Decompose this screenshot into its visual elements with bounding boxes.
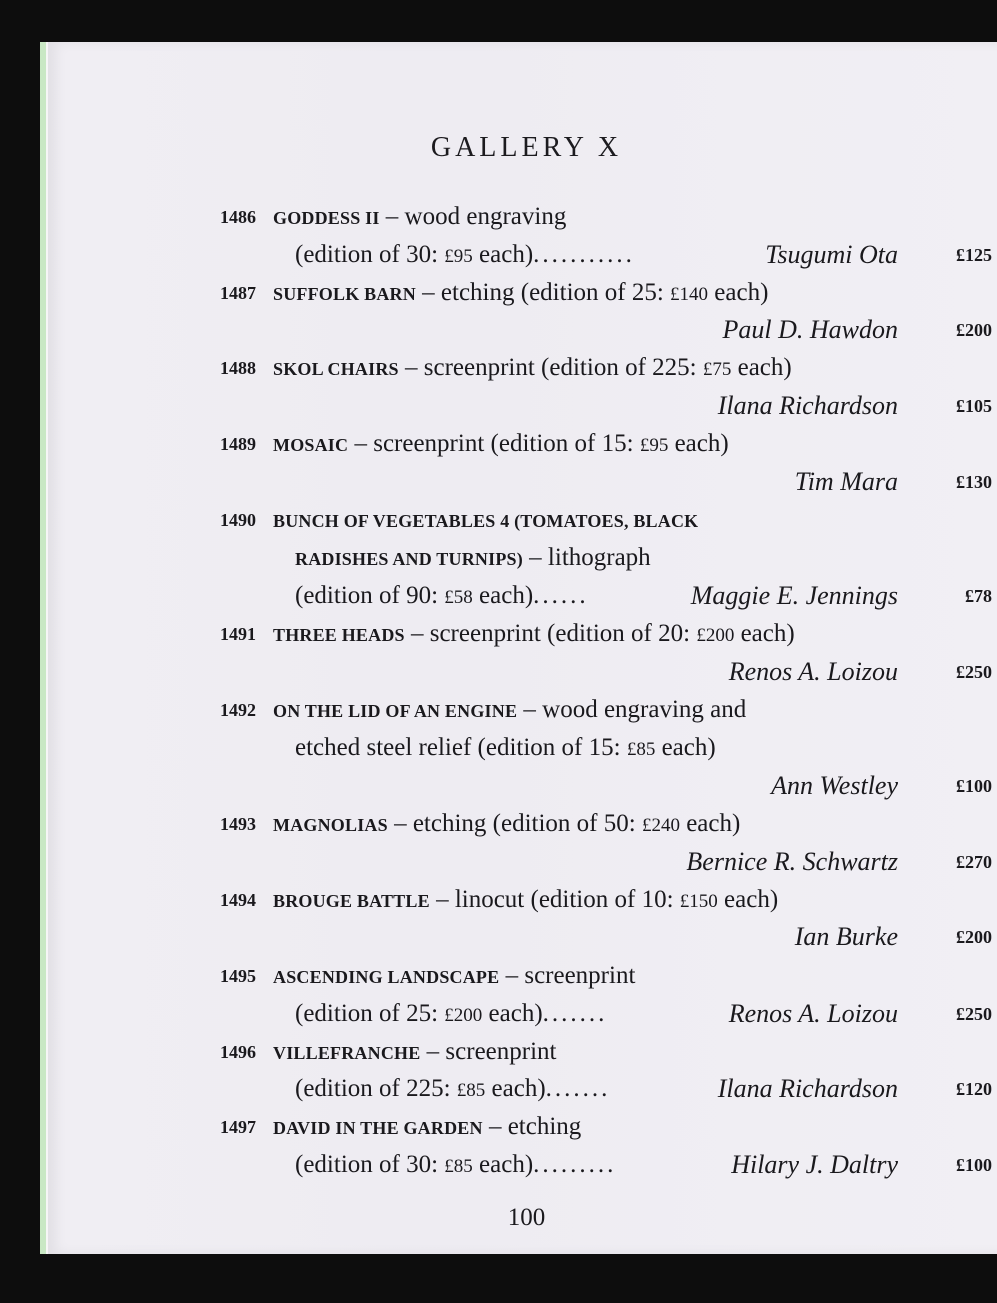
lot-price: £200 bbox=[956, 927, 992, 947]
lot-medium: – wood engraving bbox=[385, 203, 567, 230]
artist-name: Ilana Richardson bbox=[717, 391, 898, 420]
entry-1489: 1489 MOSAIC – screenprint (edition of 15: £95 each) bbox=[48, 425, 997, 463]
artist-name: Renos A. Loizou bbox=[728, 999, 898, 1028]
lot-price: £120 bbox=[956, 1079, 992, 1099]
entry-1497: 1497 DAVID IN THE GARDEN – etching bbox=[48, 1108, 997, 1146]
entry-1491: 1491 THREE HEADS – screenprint (edition of 20: £200 each) bbox=[48, 615, 997, 653]
artist-name: Tsugumi Ota bbox=[765, 240, 898, 269]
artist-name: Maggie E. Jennings bbox=[690, 581, 898, 610]
edition-price: £85 bbox=[626, 739, 656, 760]
lot-price: £200 bbox=[956, 320, 992, 340]
lot-title-continued: RADISHES AND TURNIPS) bbox=[295, 549, 523, 569]
entry-1490 bbox=[48, 501, 997, 539]
artist-name: Hilary J. Daltry bbox=[731, 1150, 898, 1179]
lot-title: ON THE LID OF AN ENGINE bbox=[273, 701, 518, 721]
leader-dots: ......... bbox=[533, 1151, 617, 1178]
entry-1495: 1495 ASCENDING LANDSCAPE – screenprint bbox=[48, 957, 997, 995]
lot-title: THREE HEADS bbox=[273, 625, 405, 645]
lot-title: SKOL CHAIRS bbox=[273, 359, 399, 379]
page-number: 100 bbox=[507, 1204, 546, 1231]
entry-1486 bbox=[48, 198, 997, 236]
lot-number: 1487 bbox=[220, 283, 256, 303]
lot-number: 1495 bbox=[220, 966, 256, 986]
edition-price: £200 bbox=[696, 625, 735, 646]
lot-price: £78 bbox=[965, 586, 992, 606]
lot-number: 1494 bbox=[220, 890, 256, 910]
artist-name: Renos A. Loizou bbox=[728, 657, 898, 686]
lot-number: 1486 bbox=[220, 207, 256, 227]
lot-price: £125 bbox=[956, 245, 992, 265]
lot-price: £270 bbox=[956, 852, 992, 872]
lot-price: £130 bbox=[956, 472, 992, 492]
leader-dots: ...... bbox=[533, 582, 589, 609]
edition-price: £85 bbox=[456, 1080, 486, 1101]
edition-price: £58 bbox=[444, 587, 473, 608]
edition-price: £95 bbox=[444, 246, 473, 267]
page-heading: GALLERY X bbox=[430, 132, 623, 163]
lot-title: BROUGE BATTLE bbox=[273, 891, 430, 911]
page-edge bbox=[40, 42, 46, 1254]
artist-name: Ilana Richardson bbox=[717, 1074, 898, 1103]
artist-name: Ian Burke bbox=[794, 922, 898, 951]
edition-price: £150 bbox=[679, 891, 718, 912]
artist-name: Bernice R. Schwartz bbox=[686, 847, 898, 876]
edition-price: £200 bbox=[444, 1005, 483, 1026]
artist-name: Tim Mara bbox=[794, 467, 898, 496]
entry-1492: 1492 ON THE LID OF AN ENGINE – wood engraving and bbox=[48, 691, 997, 729]
leader-dots: ........... bbox=[533, 241, 635, 268]
edition-price: £140 bbox=[670, 284, 709, 305]
entry-1494: 1494 BROUGE BATTLE – linocut (edition of 10: £150 each) bbox=[48, 881, 997, 919]
entry-1496: 1496 VILLEFRANCHE – screenprint bbox=[48, 1033, 997, 1071]
lot-number: 1492 bbox=[220, 700, 256, 720]
lot-title: DAVID IN THE GARDEN bbox=[273, 1118, 483, 1138]
lot-price: £250 bbox=[956, 1004, 992, 1024]
lot-title: ASCENDING LANDSCAPE bbox=[273, 967, 500, 987]
entry-list: 1486 GODDESS II – wood engraving (edition of 30: £95 each)........... Tsugumi Ota £125 1487 SUFFOLK BARN – etching (edition of 25: £140 each) Paul D. Hawdon £200 1488 SKOL CHAIRS – screenprint (edition of 225: £75 each) Ilana Richardson £105 1489 MOSAIC – screenprint (edition of 15: £95 each) Tim Mara £130 1490 BUNCH OF VEGETABLES 4 (TOMATOES, BLACK RADISHES AND TURNIPS) – lithograph (edition of 90: £58 each)...... Maggie E. Jennings £78 1491 THREE HEADS – screenprint (edition of 20: £200 each) Renos A. Loizou £250 1492 ON THE LID OF AN ENGINE – wood engraving and etched steel relief (edition of 15: £85 each) Ann Westley £100 1493 MAGNOLIAS – etching (edition of 50: £240 each) Bernice R. Schwartz £270 1494 BROUGE BATTLE – linocut (edition of 10: £150 each) Ian Burke £200 1495 ASCENDING LANDSCAPE – screenprint (edition of 25: £200 each)....... Renos A. Loizou £250 1496 VILLEFRANCHE – screenprint (edition of 225: £85 each)....... Ilana Richardson £120 1497 DAVID IN THE GARDEN – etching (edition of 30: £85 each)......... Hilary J. Daltry £100 bbox=[48, 42, 997, 1254]
edition-price: £95 bbox=[639, 435, 669, 456]
lot-title: GODDESS II bbox=[273, 208, 380, 228]
leader-dots: ....... bbox=[542, 1000, 608, 1027]
edition-price: £75 bbox=[702, 359, 732, 380]
catalogue-page bbox=[40, 42, 997, 1254]
artist-name: Ann Westley bbox=[771, 771, 898, 800]
leader-dots: ....... bbox=[545, 1075, 611, 1102]
lot-number: 1491 bbox=[220, 624, 256, 644]
entry-1493: 1493 MAGNOLIAS – etching (edition of 50: £240 each) bbox=[48, 805, 997, 843]
lot-number: 1489 bbox=[220, 434, 256, 454]
lot-title: SUFFOLK BARN bbox=[273, 284, 416, 304]
lot-price: £105 bbox=[956, 396, 992, 416]
lot-title: BUNCH OF VEGETABLES 4 (TOMATOES, BLACK bbox=[273, 511, 699, 531]
entry-1488: 1488 SKOL CHAIRS – screenprint (edition of 225: £75 each) bbox=[48, 349, 997, 387]
lot-price: £250 bbox=[956, 662, 992, 682]
lot-title: VILLEFRANCHE bbox=[273, 1043, 421, 1063]
lot-number: 1496 bbox=[220, 1042, 256, 1062]
lot-title: MAGNOLIAS bbox=[273, 815, 388, 835]
lot-number: 1493 bbox=[220, 814, 256, 834]
lot-price: £100 bbox=[956, 776, 992, 796]
edition-price: £240 bbox=[641, 815, 680, 836]
edition-price: £85 bbox=[444, 1156, 473, 1177]
lot-number: 1497 bbox=[220, 1117, 256, 1137]
lot-title: MOSAIC bbox=[273, 435, 349, 455]
lot-number: 1490 bbox=[220, 510, 256, 530]
lot-price: £100 bbox=[956, 1155, 992, 1175]
lot-number: 1488 bbox=[220, 358, 256, 378]
entry-1487: 1487 SUFFOLK BARN – etching (edition of 25: £140 each) bbox=[48, 274, 997, 312]
artist-name: Paul D. Hawdon bbox=[722, 315, 898, 344]
